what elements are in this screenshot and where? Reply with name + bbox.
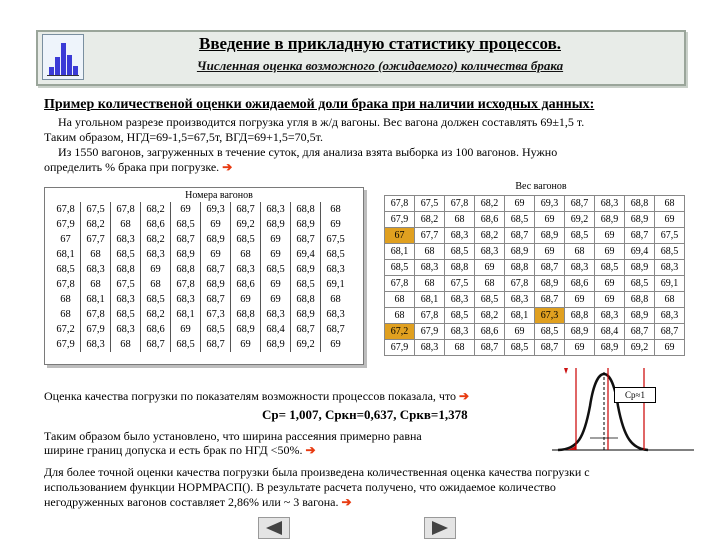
table-cell: 68,5 bbox=[445, 244, 475, 260]
table-row bbox=[385, 276, 685, 292]
table-cell: 68,3 bbox=[475, 244, 505, 260]
table-cell: 69,4 bbox=[625, 244, 655, 260]
table-cell: 69 bbox=[475, 260, 505, 276]
table-row bbox=[51, 202, 350, 217]
table-cell: 68,8 bbox=[291, 202, 321, 217]
table-cell: 68,3 bbox=[326, 309, 345, 320]
table-cell: 67 bbox=[385, 228, 415, 244]
table-cell: 68,9 bbox=[625, 212, 655, 228]
table-cell: 68 bbox=[445, 212, 475, 228]
table-cell: 68,3 bbox=[655, 308, 685, 324]
table-cell: 69,1 bbox=[655, 276, 685, 292]
table-cell: 69,2 bbox=[625, 340, 655, 356]
table-cell: 67,8 bbox=[51, 277, 81, 292]
table-cell: 68,7 bbox=[655, 324, 685, 340]
table-cell: 68,9 bbox=[291, 307, 321, 322]
table-cell: 68,5 bbox=[625, 276, 655, 292]
table-cell: 69 bbox=[261, 292, 291, 307]
table-cell: 69 bbox=[231, 337, 261, 352]
table-cell: 68,3 bbox=[565, 260, 595, 276]
table-cell: 68,5 bbox=[231, 232, 261, 247]
triangle-left-icon bbox=[259, 518, 289, 538]
wagon-weights-grid bbox=[384, 195, 685, 356]
table-cell: 69 bbox=[595, 292, 625, 308]
arrow-right-icon[interactable]: ➔ bbox=[222, 160, 233, 174]
table-row bbox=[51, 307, 350, 322]
table-row bbox=[385, 196, 685, 212]
table-cell: 68,7 bbox=[291, 232, 321, 247]
table-cell: 68,5 bbox=[326, 249, 345, 260]
table-cell: 68,5 bbox=[51, 262, 81, 277]
table-cell: 68,9 bbox=[565, 324, 595, 340]
table-cell: 68,9 bbox=[595, 340, 625, 356]
table-cell: 68,3 bbox=[326, 264, 345, 275]
table-cell: 67,7 bbox=[81, 232, 111, 247]
table-cell: 68,4 bbox=[595, 324, 625, 340]
table-cell: 68,9 bbox=[201, 277, 231, 292]
table-cell: 68,9 bbox=[261, 217, 291, 232]
table-cell: 68,3 bbox=[445, 292, 475, 308]
table-cell: 69 bbox=[201, 247, 231, 262]
table-cell: 67,8 bbox=[385, 196, 415, 212]
table-cell: 68,5 bbox=[535, 324, 565, 340]
table-cell: 68,9 bbox=[535, 276, 565, 292]
table-cell: 68,3 bbox=[111, 292, 141, 307]
paragraph-2: Таким образом, НГД=69-1,5=67,5т, ВГД=69+1,5=70,5т. bbox=[44, 130, 323, 144]
table-cell: 67,5 bbox=[415, 196, 445, 212]
table-cell: 68,5 bbox=[655, 244, 685, 260]
table-cell: 68,7 bbox=[201, 337, 231, 352]
table-cell: 68 bbox=[111, 217, 141, 232]
table-cell: 68,2 bbox=[475, 196, 505, 212]
table-row bbox=[385, 340, 685, 356]
conclusion-line-2 bbox=[44, 443, 316, 458]
table-row bbox=[385, 244, 685, 260]
table-row bbox=[51, 277, 350, 292]
table-cell: 69 bbox=[171, 322, 201, 337]
table-row bbox=[385, 212, 685, 228]
table-cell: 68,7 bbox=[291, 322, 321, 337]
table-cell: 69 bbox=[141, 262, 171, 277]
table-cell: 67,5 bbox=[81, 202, 111, 217]
table-cell: 68 bbox=[111, 337, 141, 352]
table-cell: 68,3 bbox=[171, 292, 201, 307]
table-cell: 68,3 bbox=[261, 202, 291, 217]
wagon-numbers-table bbox=[44, 187, 364, 365]
table-cell: 68,3 bbox=[261, 307, 291, 322]
capability-formula: Ср= 1,007, Cpкн=0,637, Cpкв=1,378 bbox=[262, 407, 468, 422]
table-cell: 68,5 bbox=[291, 277, 321, 292]
table-cell: 69 bbox=[505, 196, 535, 212]
table-cell: 67,7 bbox=[415, 228, 445, 244]
table-cell: 68 bbox=[81, 277, 111, 292]
table-cell: 68,7 bbox=[141, 337, 171, 352]
table-cell: 69 bbox=[261, 247, 291, 262]
table-cell: 69 bbox=[201, 217, 231, 232]
table-cell: 68,9 bbox=[171, 247, 201, 262]
table-row bbox=[51, 292, 350, 307]
table-cell: 68,3 bbox=[655, 260, 685, 276]
table-cell: 68,8 bbox=[291, 292, 321, 307]
table-cell: 68,5 bbox=[111, 307, 141, 322]
table-cell: 69 bbox=[261, 277, 291, 292]
table-cell: 68,9 bbox=[595, 212, 625, 228]
table-cell: 68 bbox=[475, 276, 505, 292]
final-line-3 bbox=[44, 495, 352, 510]
paragraph-4 bbox=[44, 160, 684, 175]
table-cell: 68,3 bbox=[81, 337, 111, 352]
table-cell: 69 bbox=[231, 292, 261, 307]
table-cell: 68,6 bbox=[141, 322, 171, 337]
wagon-numbers-header: Номера вагонов bbox=[185, 190, 253, 201]
table-cell: 68 bbox=[415, 244, 445, 260]
wagon-weights-table bbox=[384, 181, 698, 367]
table-cell: 67,8 bbox=[385, 276, 415, 292]
histogram-logo-icon bbox=[42, 34, 84, 80]
quality-text bbox=[44, 389, 469, 404]
paragraph-1: На угольном разрезе производится погрузка угля в ж/д вагоны. Вес вагона должен составлять 69±1,5 т. bbox=[58, 115, 585, 129]
table-cell: 68,7 bbox=[231, 202, 261, 217]
table-cell: 68,2 bbox=[415, 212, 445, 228]
table-cell: 68,3 bbox=[595, 196, 625, 212]
table-cell: 68,7 bbox=[326, 324, 345, 335]
normal-distribution-graph bbox=[548, 366, 698, 454]
table-cell: 67,5 bbox=[445, 276, 475, 292]
table-cell: 68 bbox=[330, 204, 341, 215]
table-cell: 68,8 bbox=[625, 292, 655, 308]
table-cell: 68,5 bbox=[475, 292, 505, 308]
final-line-3-text: негодруженных вагонов составляет 2,86% или ~ 3 вагона. bbox=[44, 495, 339, 509]
table-cell: 68,8 bbox=[505, 260, 535, 276]
table-cell: 68,1 bbox=[51, 247, 81, 262]
table-cell: 68,5 bbox=[445, 308, 475, 324]
table-cell: 67,8 bbox=[111, 202, 141, 217]
table-cell: 69,2 bbox=[565, 212, 595, 228]
table-row bbox=[51, 337, 350, 352]
table-cell: 68,5 bbox=[111, 247, 141, 262]
table-cell: 67,3 bbox=[201, 307, 231, 322]
table-cell: 68,7 bbox=[201, 292, 231, 307]
table-cell: 68,9 bbox=[261, 337, 291, 352]
table-cell: 68,2 bbox=[475, 228, 505, 244]
table-cell: 68,6 bbox=[475, 324, 505, 340]
table-cell: 68,3 bbox=[81, 262, 111, 277]
paragraph-3: Из 1550 вагонов, загруженных в течение суток, для анализа взята выборка из 100 вагонов. Нужно bbox=[58, 145, 558, 159]
table-cell: 69 bbox=[655, 212, 685, 228]
table-cell: 68,9 bbox=[201, 232, 231, 247]
cp-label: Ср≈1 bbox=[614, 387, 656, 403]
table-cell: 68,8 bbox=[111, 262, 141, 277]
table-cell: 68,5 bbox=[201, 322, 231, 337]
table-cell: 68,7 bbox=[535, 260, 565, 276]
table-cell: 69 bbox=[595, 276, 625, 292]
table-cell: 68,3 bbox=[415, 260, 445, 276]
table-cell: 68,8 bbox=[625, 196, 655, 212]
table-cell: 68 bbox=[415, 276, 445, 292]
table-cell: 68,9 bbox=[505, 244, 535, 260]
table-cell: 68,3 bbox=[111, 322, 141, 337]
table-cell: 67,9 bbox=[385, 212, 415, 228]
table-cell: 68,3 bbox=[231, 262, 261, 277]
table-cell: 68,6 bbox=[475, 212, 505, 228]
table-cell: 67,5 bbox=[111, 277, 141, 292]
table-cell: 68,7 bbox=[625, 324, 655, 340]
table-cell: 69 bbox=[330, 219, 341, 230]
table-row bbox=[51, 322, 350, 337]
table-cell: 68,7 bbox=[505, 228, 535, 244]
table-cell: 68,7 bbox=[625, 228, 655, 244]
table-cell: 69 bbox=[330, 339, 341, 350]
table-cell: 68,5 bbox=[505, 340, 535, 356]
table-cell: 69 bbox=[595, 244, 625, 260]
table-cell: 68 bbox=[81, 247, 111, 262]
table-cell: 69 bbox=[171, 202, 201, 217]
table-cell: 68,1 bbox=[505, 308, 535, 324]
table-cell: 69 bbox=[261, 232, 291, 247]
table-cell: 69 bbox=[565, 340, 595, 356]
table-cell: 68 bbox=[655, 196, 685, 212]
table-cell: 68,2 bbox=[141, 202, 171, 217]
table-cell: 68,9 bbox=[291, 262, 321, 277]
quality-text-body: Оценка качества погрузки по показателям возможности процессов показала, что bbox=[44, 389, 457, 403]
table-row bbox=[385, 292, 685, 308]
paragraph-4-text: определить % брака при погрузке. bbox=[44, 160, 220, 174]
table-cell: 68,5 bbox=[505, 212, 535, 228]
table-cell: 67,8 bbox=[81, 307, 111, 322]
table-cell: 68 bbox=[330, 294, 341, 305]
table-cell: 68,2 bbox=[81, 217, 111, 232]
table-cell: 68,5 bbox=[595, 260, 625, 276]
final-line-2: использованием функции НОРМРАСП(). В результате расчета получено, что ожидаемое количество bbox=[44, 480, 556, 494]
conclusion-line-1: Таким образом было установлено, что ширина рассеяния примерно равна bbox=[44, 429, 422, 443]
table-cell: 68,4 bbox=[261, 322, 291, 337]
pointer-marker-icon bbox=[564, 368, 568, 374]
table-cell: 68,9 bbox=[535, 228, 565, 244]
table-row bbox=[385, 228, 685, 244]
wagon-numbers-grid bbox=[51, 202, 350, 352]
table-cell: 67,8 bbox=[171, 277, 201, 292]
table-row bbox=[385, 308, 685, 324]
table-cell: 67,5 bbox=[655, 228, 685, 244]
table-cell: 68,8 bbox=[445, 260, 475, 276]
conclusion-line-2-text: ширине границ допуска и есть брак по НГД <50%. bbox=[44, 443, 303, 457]
table-cell: 68,5 bbox=[565, 228, 595, 244]
table-cell: 69 bbox=[565, 292, 595, 308]
table-cell: 67,8 bbox=[445, 196, 475, 212]
table-cell: 68,2 bbox=[141, 307, 171, 322]
table-row bbox=[385, 324, 685, 340]
table-cell: 68 bbox=[565, 244, 595, 260]
table-cell: 68,5 bbox=[141, 292, 171, 307]
table-cell: 68,3 bbox=[445, 324, 475, 340]
table-cell: 69 bbox=[655, 340, 685, 356]
page-subtitle: Численная оценка возможного (ожидаемого) количества брака bbox=[196, 58, 564, 73]
table-cell: 68,7 bbox=[201, 262, 231, 277]
table-cell: 68,2 bbox=[475, 308, 505, 324]
table-cell: 68,3 bbox=[505, 292, 535, 308]
page-title: Введение в прикладную статистику процессов. bbox=[198, 34, 561, 53]
table-cell: 67 bbox=[51, 232, 81, 247]
table-cell: 68,3 bbox=[595, 308, 625, 324]
next-slide-button[interactable] bbox=[424, 517, 456, 539]
table-cell: 69 bbox=[595, 228, 625, 244]
table-cell: 68 bbox=[51, 292, 81, 307]
example-heading: Пример количественой оценки ожидаемой доли брака при наличии исходных данных: bbox=[44, 97, 595, 112]
table-cell: 67,2 bbox=[385, 324, 415, 340]
table-cell: 68 bbox=[141, 277, 171, 292]
table-cell: 69 bbox=[535, 212, 565, 228]
table-cell: 69 bbox=[535, 244, 565, 260]
table-cell: 68 bbox=[385, 308, 415, 324]
distribution-curve bbox=[558, 374, 648, 450]
table-cell: 69,2 bbox=[291, 337, 321, 352]
table-row bbox=[51, 247, 350, 262]
table-row bbox=[51, 217, 350, 232]
table-cell: 68 bbox=[51, 307, 81, 322]
table-cell: 69 bbox=[505, 324, 535, 340]
table-cell: 69,4 bbox=[291, 247, 321, 262]
table-cell: 67,5 bbox=[326, 234, 345, 245]
table-cell: 68,1 bbox=[385, 244, 415, 260]
table-cell: 68,3 bbox=[445, 228, 475, 244]
table-cell: 68,8 bbox=[231, 307, 261, 322]
table-cell: 68,3 bbox=[415, 340, 445, 356]
table-cell: 68,1 bbox=[171, 307, 201, 322]
table-cell: 68 bbox=[445, 340, 475, 356]
table-cell: 68,5 bbox=[171, 337, 201, 352]
arrow-right-icon[interactable]: ➔ bbox=[341, 495, 352, 509]
table-cell: 67,3 bbox=[535, 308, 565, 324]
table-cell: 68,3 bbox=[111, 232, 141, 247]
table-cell: 68,7 bbox=[171, 232, 201, 247]
table-cell: 68,6 bbox=[231, 277, 261, 292]
table-cell: 68,5 bbox=[261, 262, 291, 277]
table-cell: 68,9 bbox=[291, 217, 321, 232]
table-cell: 69,2 bbox=[231, 217, 261, 232]
table-cell: 67,8 bbox=[505, 276, 535, 292]
triangle-right-icon bbox=[425, 518, 455, 538]
table-cell: 68 bbox=[231, 247, 261, 262]
table-cell: 69,3 bbox=[535, 196, 565, 212]
wagon-weights-header: Вес вагонов bbox=[515, 181, 567, 192]
table-cell: 68,8 bbox=[565, 308, 595, 324]
table-cell: 68,9 bbox=[625, 260, 655, 276]
table-cell: 69,3 bbox=[201, 202, 231, 217]
table-cell: 68,5 bbox=[171, 217, 201, 232]
table-cell: 68,8 bbox=[171, 262, 201, 277]
table-cell: 67,2 bbox=[51, 322, 81, 337]
table-cell: 67,9 bbox=[81, 322, 111, 337]
table-cell: 69,1 bbox=[326, 279, 345, 290]
table-cell: 68 bbox=[655, 292, 685, 308]
table-cell: 67,9 bbox=[385, 340, 415, 356]
table-cell: 67,8 bbox=[51, 202, 81, 217]
table-cell: 68,1 bbox=[415, 292, 445, 308]
table-cell: 68,6 bbox=[565, 276, 595, 292]
table-cell: 68,7 bbox=[535, 292, 565, 308]
table-cell: 68,9 bbox=[231, 322, 261, 337]
table-cell: 68,9 bbox=[625, 308, 655, 324]
previous-slide-button[interactable] bbox=[258, 517, 290, 539]
table-cell: 68,1 bbox=[81, 292, 111, 307]
table-cell: 68,3 bbox=[141, 247, 171, 262]
arrow-right-icon[interactable]: ➔ bbox=[305, 443, 316, 457]
table-row bbox=[51, 232, 350, 247]
table-cell: 68,2 bbox=[141, 232, 171, 247]
table-cell: 68 bbox=[385, 292, 415, 308]
table-row bbox=[51, 262, 350, 277]
table-cell: 68,5 bbox=[385, 260, 415, 276]
arrow-right-icon[interactable]: ➔ bbox=[459, 389, 470, 403]
table-cell: 68,7 bbox=[475, 340, 505, 356]
table-cell: 68,7 bbox=[565, 196, 595, 212]
table-row bbox=[385, 260, 685, 276]
table-cell: 68,7 bbox=[535, 340, 565, 356]
table-cell: 67,9 bbox=[51, 217, 81, 232]
table-cell: 68,6 bbox=[141, 217, 171, 232]
table-cell: 67,9 bbox=[415, 324, 445, 340]
final-line-1: Для более точной оценки качества погрузки была произведена количественная оценка качества погрузки с bbox=[44, 465, 590, 479]
table-cell: 67,9 bbox=[51, 337, 81, 352]
table-cell: 67,8 bbox=[415, 308, 445, 324]
